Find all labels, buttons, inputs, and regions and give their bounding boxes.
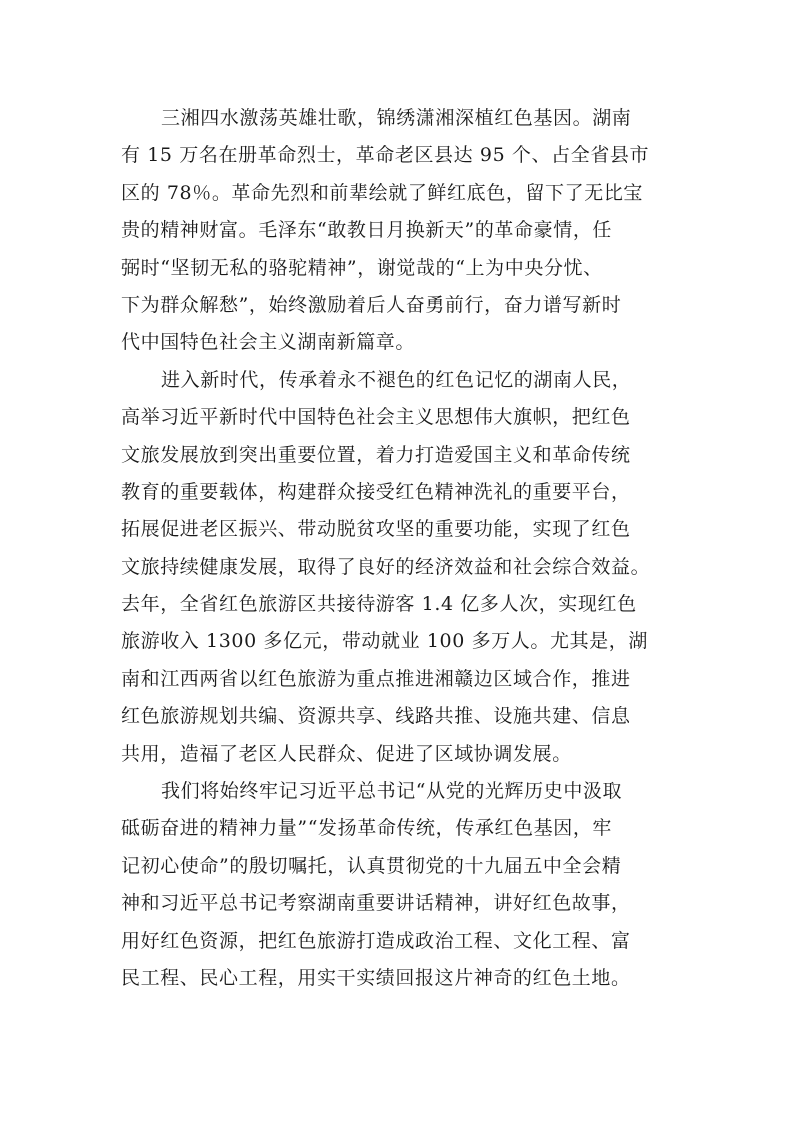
paragraph-2-line-1: 进入新时代，传承着永不褪色的红色记忆的湖南人民，	[161, 368, 632, 391]
paragraph-1-line-1: 三湘四水激荡英雄壮歌，锦绣潇湘深植红色基因。湖南	[161, 107, 632, 129]
paragraph-2-line-2: 高举习近平新时代中国特色社会主义思想伟大旗帜，把红色	[121, 406, 631, 429]
paragraph-2-line-7: 去年，全省红色旅游区共接待游客 1.4 亿多人次，实现红色	[121, 593, 637, 616]
paragraph-2-line-6: 文旅持续健康发展，取得了良好的经济效益和社会综合效益。	[121, 555, 651, 578]
paragraph-3-line-2: 砥砺奋进的精神力量”“发扬革命传统，传承红色基因，牢	[121, 817, 613, 840]
paragraph-2-line-11: 共用，造福了老区人民群众、促进了区域协调发展。	[121, 742, 572, 765]
paragraph-3-line-5: 用好红色资源，把红色旅游打造成政治工程、文化工程、富	[121, 929, 631, 952]
paragraph-2-line-5: 拓展促进老区振兴、带动脱贫攻坚的重要功能，实现了红色	[121, 518, 631, 541]
paragraph-1-line-4: 贵的精神财富。毛泽东“敢教日月换新天”的革命豪情，任	[121, 219, 613, 242]
paragraph-2-line-10: 红色旅游规划共编、资源共享、线路共推、设施共建、信息	[121, 705, 631, 728]
article-body	[121, 100, 681, 997]
paragraph-1-line-5: 弼时“坚韧无私的骆驼精神”，谢觉哉的“上为中央分忧、	[121, 256, 603, 279]
paragraph-2-line-8: 旅游收入 1300 多亿元，带动就业 100 多万人。尤其是，湖	[121, 630, 648, 653]
paragraph-3-line-1: 我们将始终牢记习近平总书记“从党的光辉历史中汲取	[161, 780, 623, 803]
paragraph-1-line-3: 区的 78％。革命先烈和前辈绘就了鲜红底色，留下了无比宝	[121, 181, 644, 204]
paragraph-2-line-4: 教育的重要载体，构建群众接受红色精神洗礼的重要平台，	[121, 480, 631, 503]
paragraph-1-line-6: 下为群众解愁”，始终激励着后人奋勇前行，奋力谱写新时	[121, 293, 622, 316]
paragraph-1-line-7: 代中国特色社会主义湖南新篇章。	[121, 331, 416, 354]
paragraph-3-line-4: 神和习近平总书记考察湖南重要讲话精神，讲好红色故事，	[121, 892, 631, 915]
paragraph-2-line-9: 南和江西两省以红色旅游为重点推进湘赣边区域合作，推进	[121, 667, 631, 690]
paragraph-3-line-6: 民工程、民心工程，用实干实绩回报这片神奇的红色土地。	[121, 966, 631, 989]
paragraph-1-line-2: 有 15 万名在册革命烈士，革命老区县达 95 个、占全省县市	[121, 144, 650, 167]
paragraph-2-line-3: 文旅发展放到突出重要位置，着力打造爱国主义和革命传统	[121, 443, 631, 466]
paragraph-3-line-3: 记初心使命”的殷切嘱托，认真贯彻党的十九届五中全会精	[121, 854, 622, 877]
